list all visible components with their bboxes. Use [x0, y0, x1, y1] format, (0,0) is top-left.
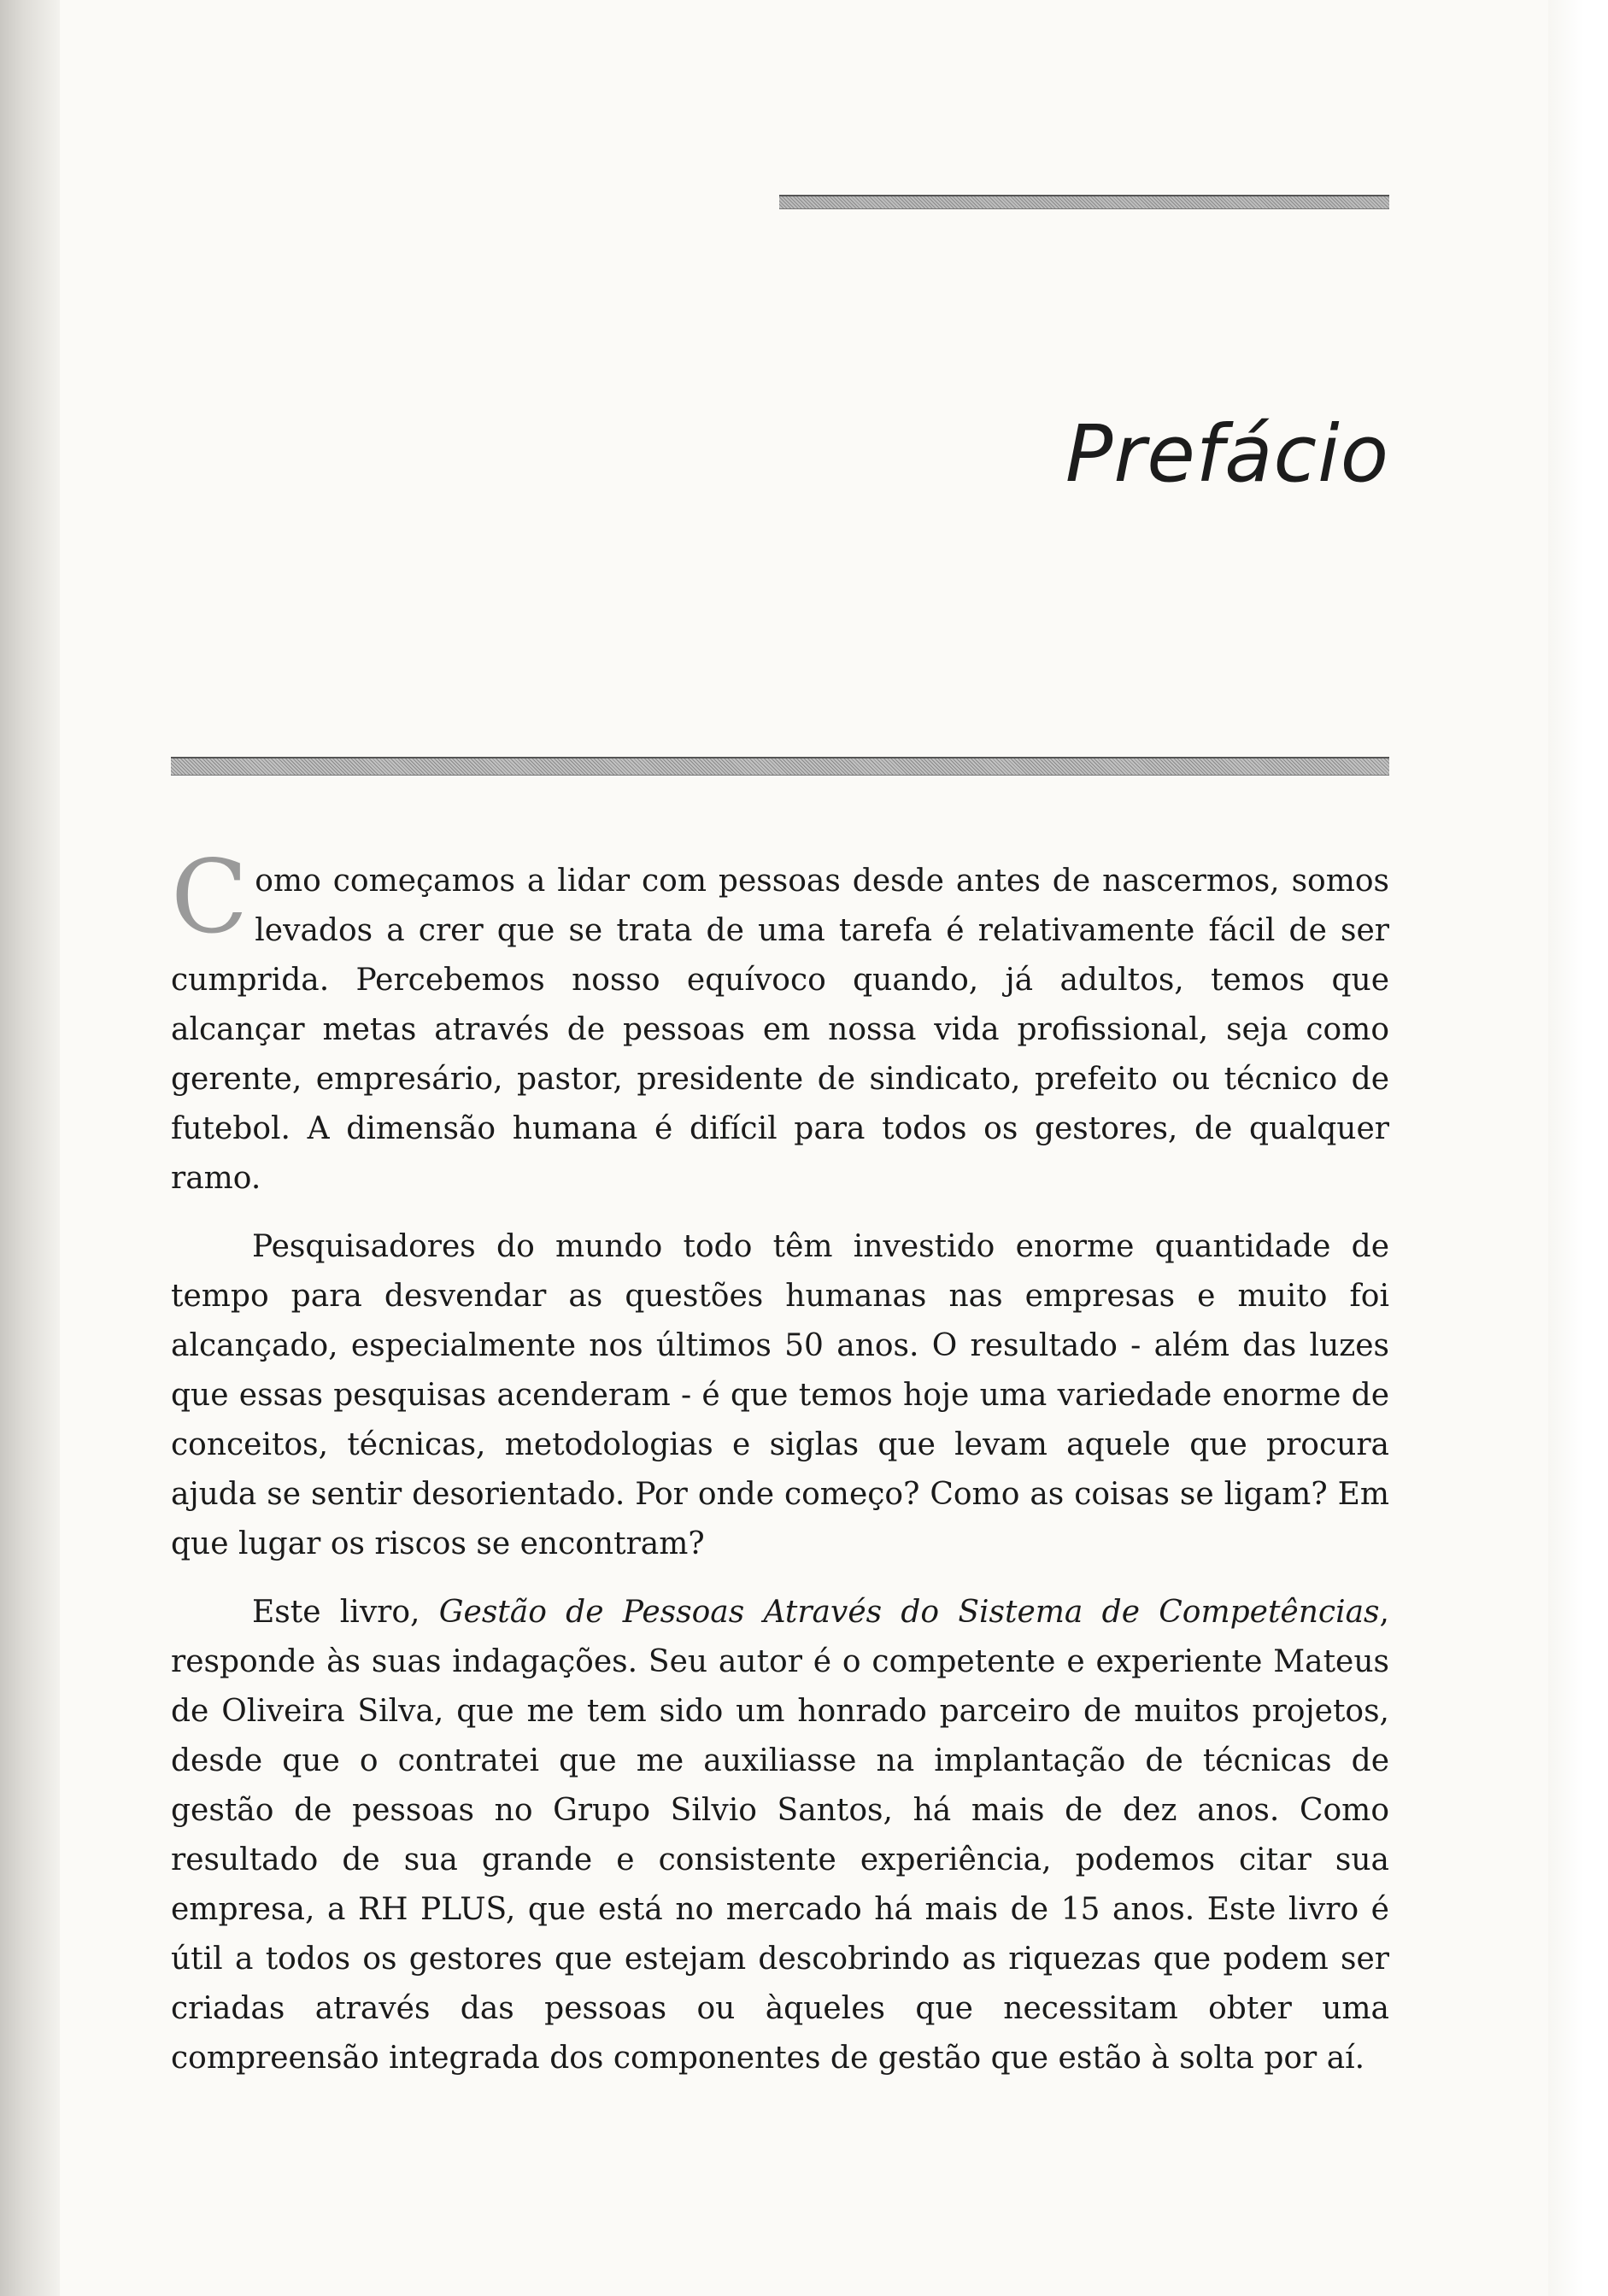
preface-body [171, 838, 1389, 2083]
paragraph-2-text: Pesquisadores do mundo todo têm investido enorme quantidade de tempo para desvendar as questões humanas nas empresas e muito foi alcançado, especialmente nos últimos 50 anos. O resultado - além das luzes que essas pesquisas acenderam - é que temos hoje uma variedade enorme de conceitos, técnicas, metodologias e siglas que levam aquele que procura ajuda se sentir desorientado. Por onde começo? Como as coisas se ligam? Em que lugar os riscos se encontram? [171, 1229, 1389, 1561]
paragraph-3-text-after: , responde às suas indagações. Seu autor é o competente e experiente Mateus de Oliveira Silva, que me tem sido um honrado parceiro de muitos projetos, desde que o contratei que me auxiliasse na implantação de técnicas de gestão de pessoas no Grupo Silvio Santos, há mais de dez anos. Como resultado de sua grande e consistente experiência, podemos citar sua empresa, a RH PLUS, que está no mercado há mais de 15 anos. Este livro é útil a todos os gestores que estejam descobrindo as riquezas que podem ser criadas através das pessoas ou àqueles que necessitam obter uma compreensão integrada dos componentes de gestão que estão à solta por aí. [171, 1595, 1389, 2076]
section-decorative-rule [171, 757, 1389, 776]
paragraph-3 [171, 1588, 1389, 2083]
paragraph-3-text-before: Este livro, [252, 1595, 439, 1630]
page-gutter-shadow [0, 0, 60, 2296]
page-right-edge [1548, 0, 1608, 2296]
chapter-title: Prefácio [1065, 408, 1389, 500]
paragraph-1-text: omo começamos a lidar com pessoas desde antes de nascermos, somos levados a crer que se trata de uma tarefa é relativamente fácil de ser cumprida. Percebemos nosso equívoco quando, já adultos, temos que alcançar metas através de pessoas em nossa vida profissional, seja como gerente, empresário, pastor, presidente de sindicato, prefeito ou técnico de futebol. A dimensão humana é difícil para todos os gestores, de qualquer ramo. [171, 864, 1389, 1196]
book-title-italic: Gestão de Pessoas Através do Sistema de Competências [438, 1595, 1380, 1630]
drop-cap-letter: C [171, 838, 249, 956]
paragraph-2 [171, 1222, 1389, 1569]
top-decorative-rule [779, 195, 1389, 209]
paragraph-1 [171, 838, 1389, 1204]
